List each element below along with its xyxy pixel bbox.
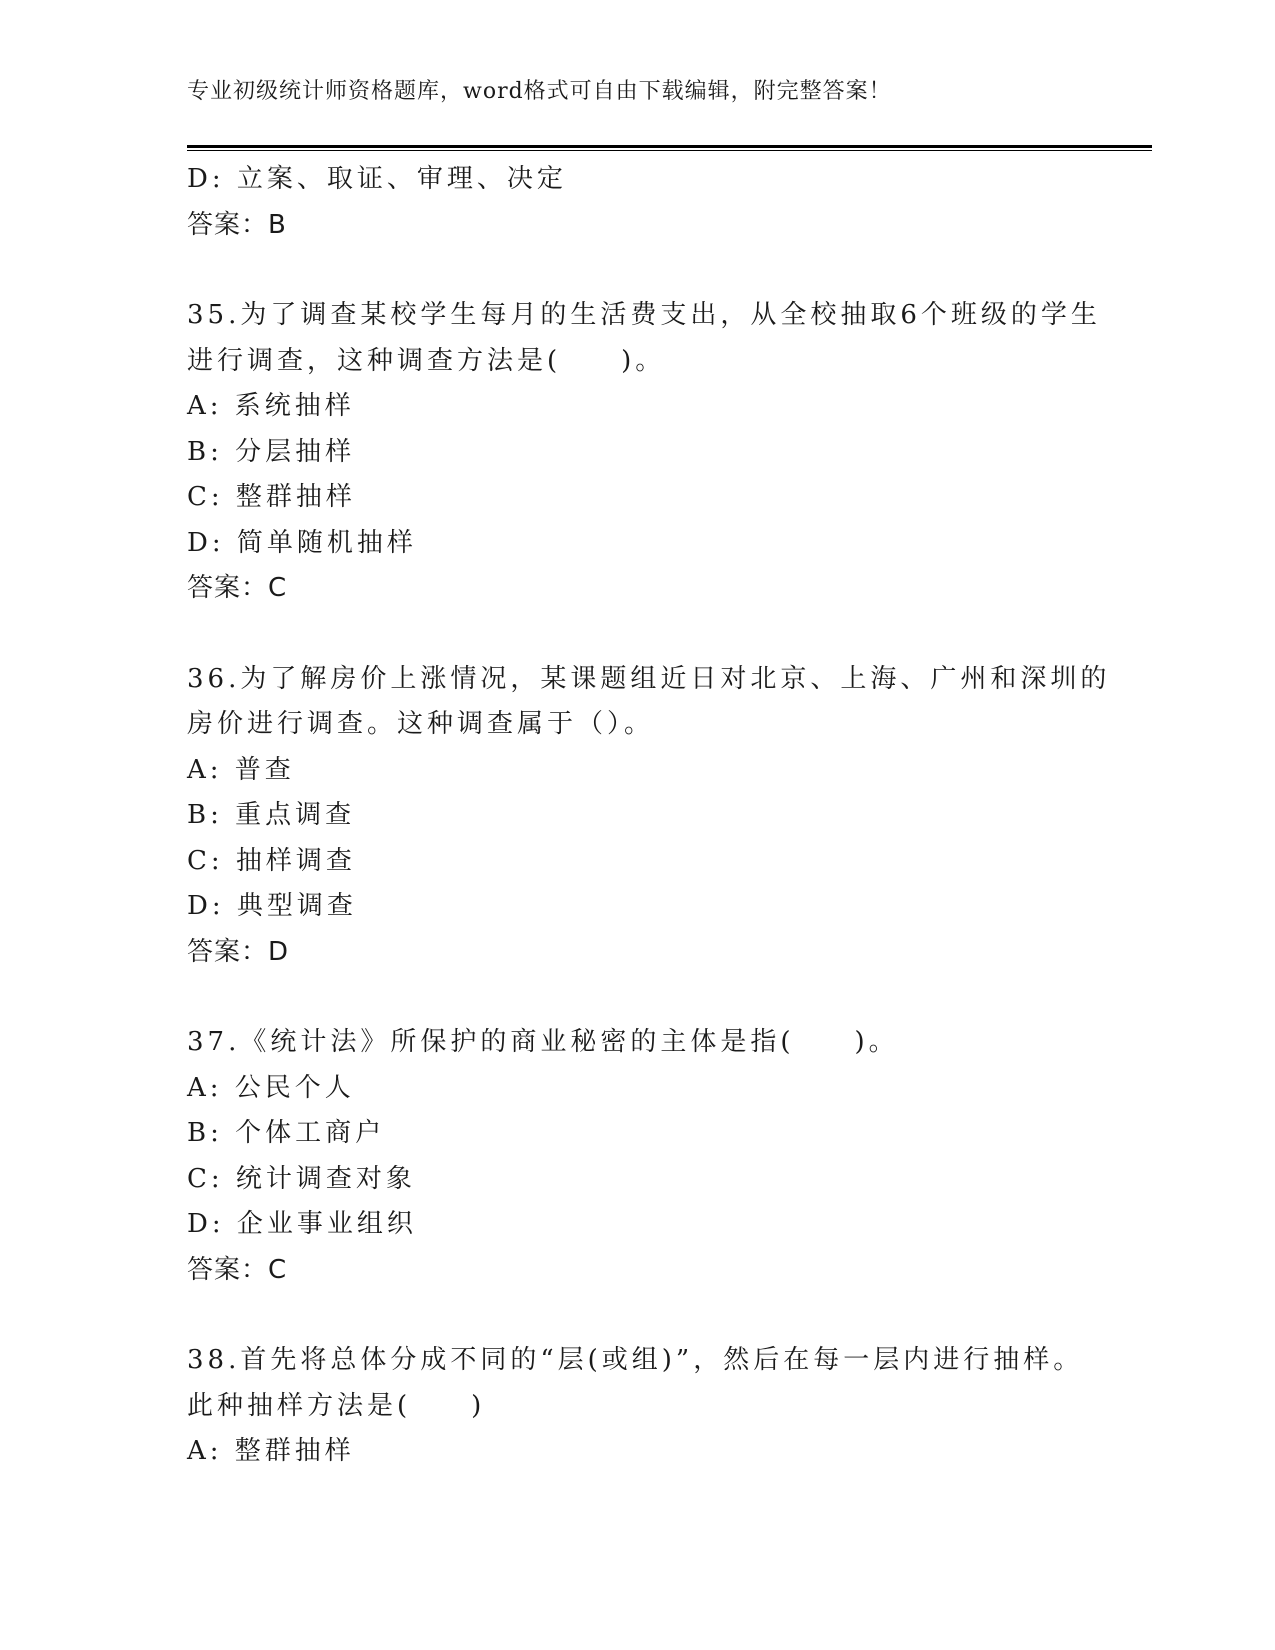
option-line: C: 抽样调查 <box>187 845 356 876</box>
option-line: D: 典型调查 <box>187 891 357 921</box>
question-stem-line: 35.为了调查某校学生每月的生活费支出，从全校抽取6个班级的学生 <box>187 300 1101 330</box>
option-line: B: 分层抽样 <box>187 436 356 467</box>
question-stem-line: 房价进行调查。这种调查属于（）。 <box>187 709 655 739</box>
question-stem-line: 37.《统计法》所保护的商业秘密的主体是指( )。 <box>187 1027 899 1057</box>
question-gap <box>187 612 1087 657</box>
question-stem-line: 36.为了解房价上涨情况，某课题组近日对北京、上海、广州和深圳的 <box>187 663 1111 694</box>
header-rule-thin <box>187 150 1152 151</box>
header-rule-thick <box>187 145 1152 148</box>
option-line: D: 企业事业组织 <box>187 1209 417 1239</box>
question-stem-line: 进行调查，这种调查方法是( )。 <box>187 345 666 376</box>
answer-line: 答案：B <box>187 209 287 240</box>
option-line: B: 个体工商户 <box>187 1118 386 1148</box>
answer-line: 答案：D <box>187 936 290 967</box>
answer-line: 答案：C <box>187 573 288 603</box>
question-gap <box>187 1293 1087 1338</box>
option-line: D: 简单随机抽样 <box>187 527 417 558</box>
page-header: 专业初级统计师资格题库，word格式可自由下载编辑，附完整答案！ <box>187 79 892 104</box>
answer-line: 答案：C <box>187 1254 288 1285</box>
option-line: D: 立案、取证、审理、决定 <box>187 164 567 194</box>
option-line: B: 重点调查 <box>187 800 356 830</box>
question-stem-line: 此种抽样方法是( ) <box>187 1390 486 1421</box>
question-gap <box>187 248 1087 293</box>
option-line: C: 整群抽样 <box>187 482 356 512</box>
option-line: A: 系统抽样 <box>187 391 355 421</box>
question-stem-line: 38.首先将总体分成不同的“层(或组)”，然后在每一层内进行抽样。 <box>187 1345 1084 1375</box>
option-line: A: 普查 <box>187 754 295 785</box>
option-line: A: 整群抽样 <box>187 1436 355 1466</box>
question-gap <box>187 975 1087 1020</box>
option-line: C: 统计调查对象 <box>187 1163 416 1194</box>
document-body <box>187 157 1111 1475</box>
option-line: A: 公民个人 <box>187 1072 355 1103</box>
